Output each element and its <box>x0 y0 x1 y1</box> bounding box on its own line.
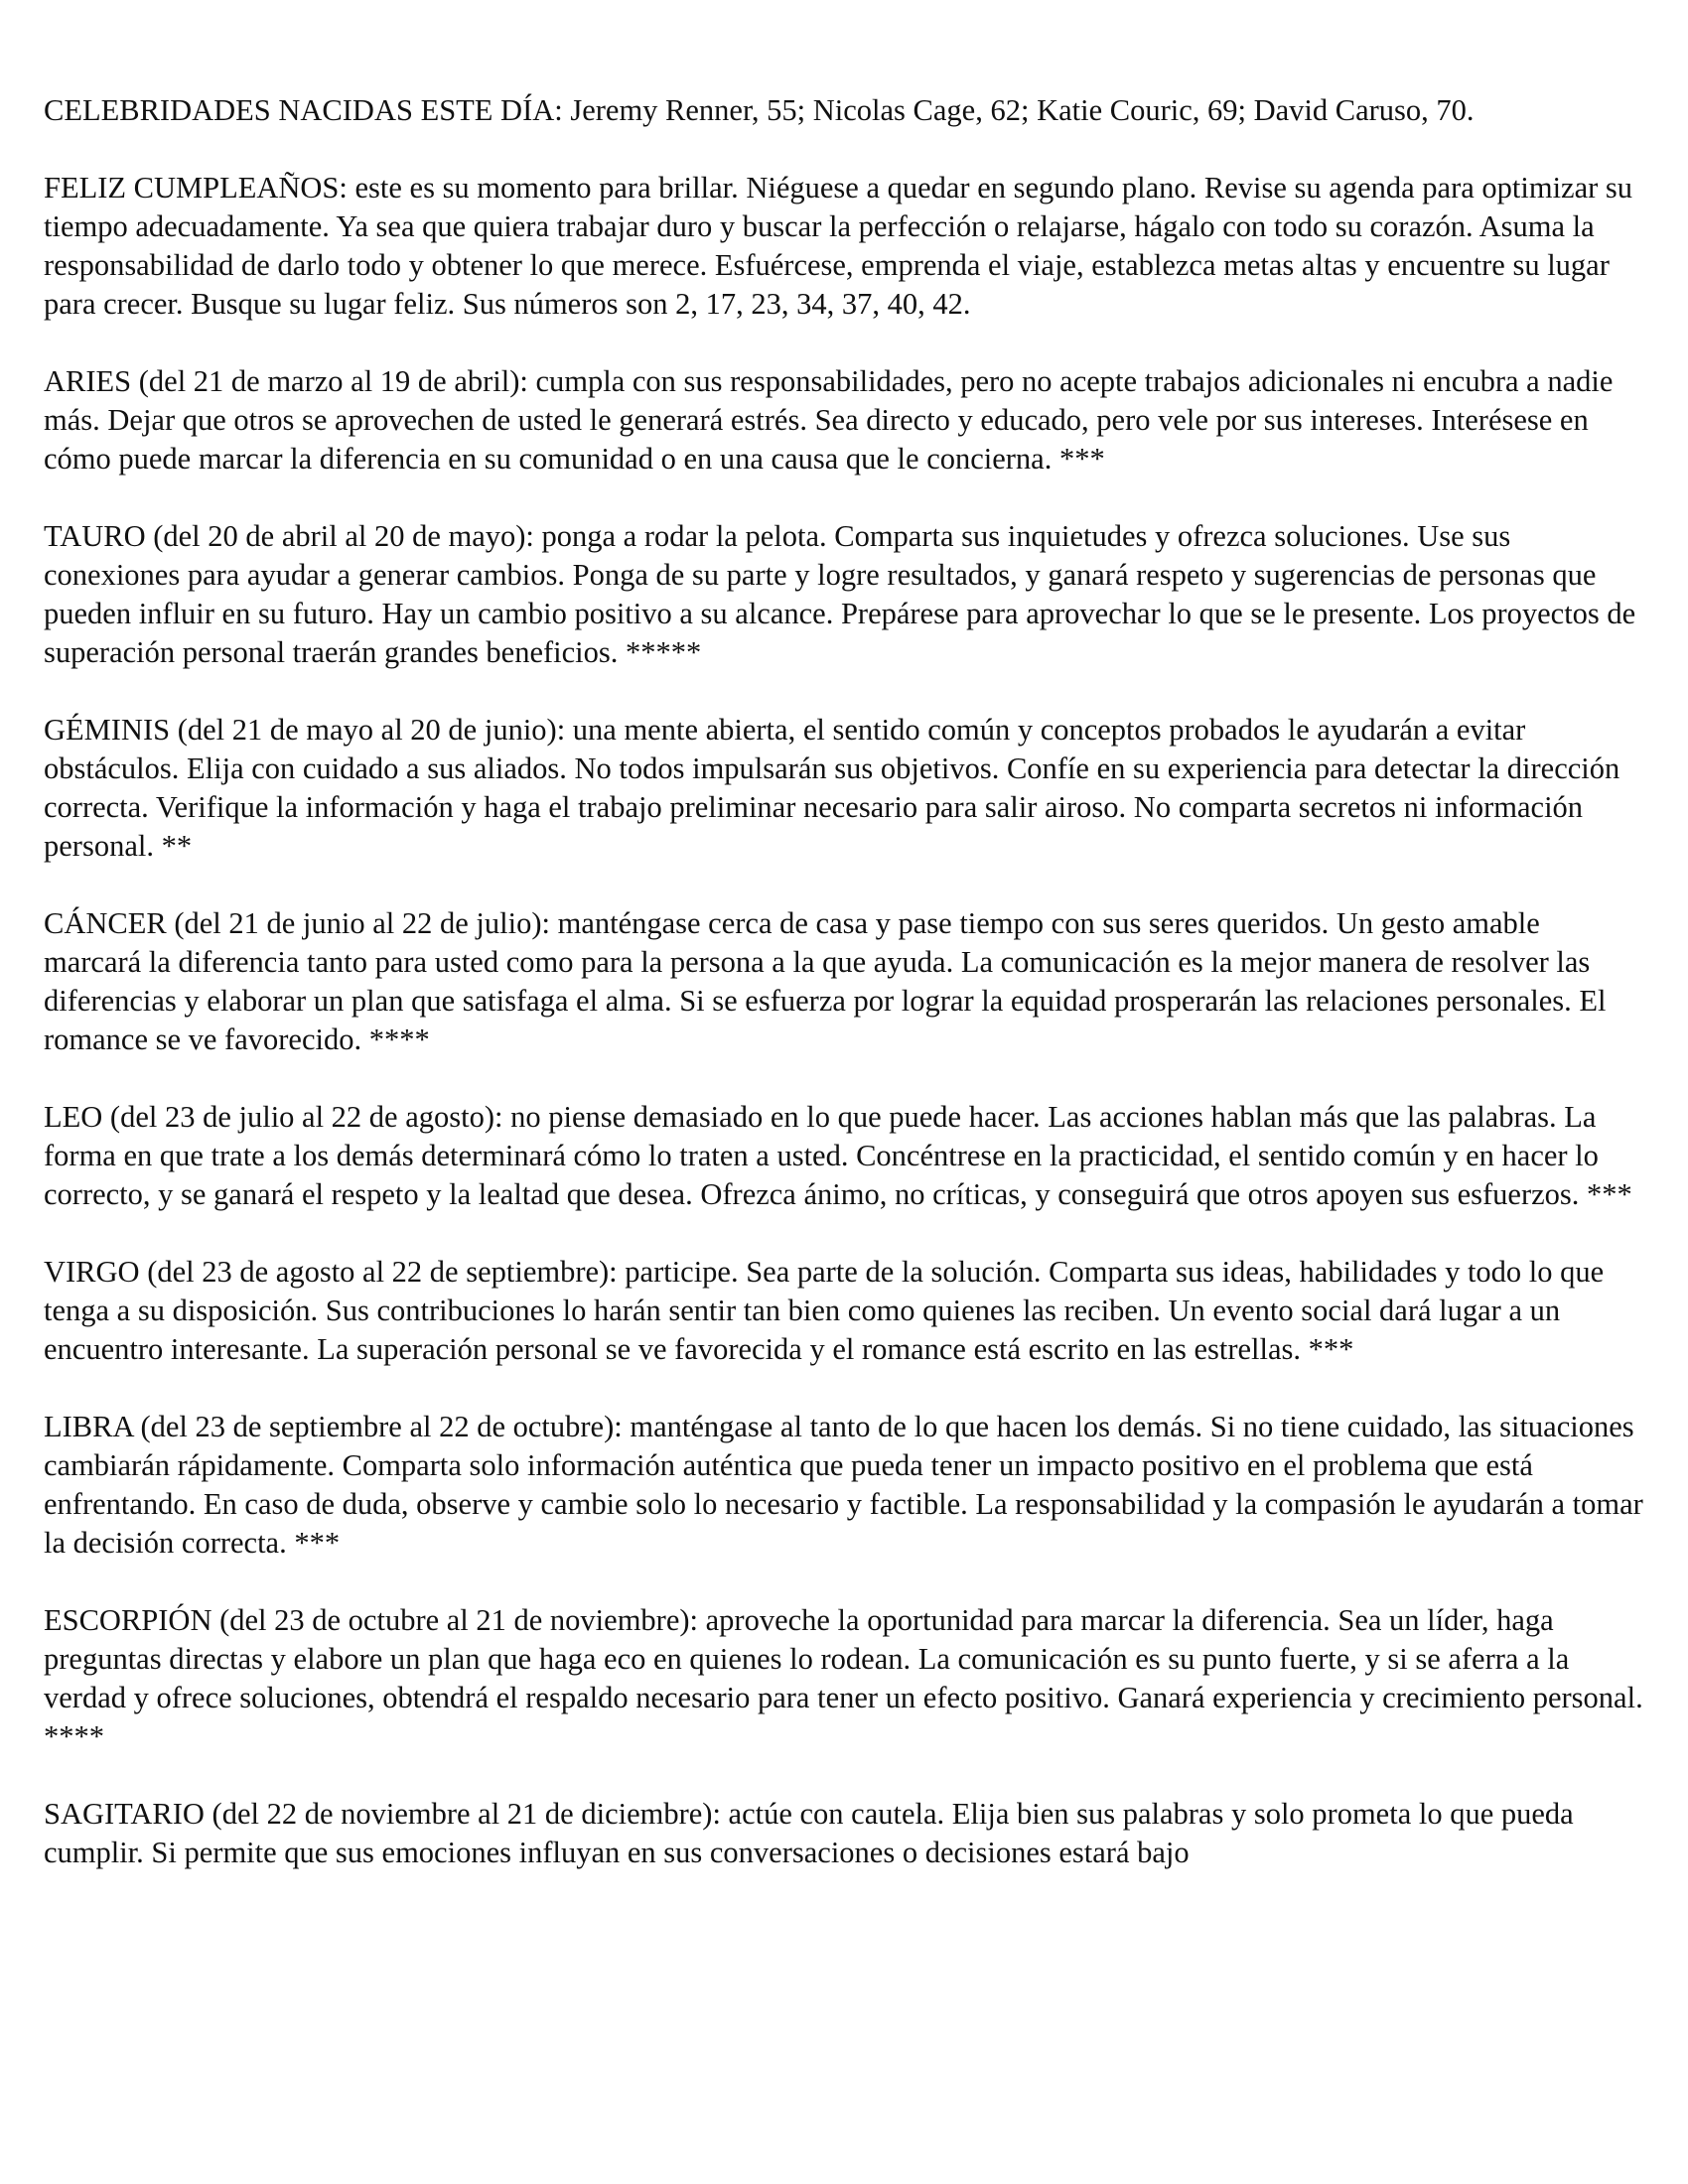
virgo-paragraph: VIRGO (del 23 de agosto al 22 de septiembre): participe. Sea parte de la solución. Comparta sus ideas, habilidades y todo lo que tenga a su disposición. Sus contribuciones lo harán sentir tan bien como quienes las reciben. Un evento social dará lugar a un encuentro interesante. La superación personal se ve favorecida y el romance está escrito en las estrellas. *** <box>44 1255 1605 1366</box>
libra-paragraph: LIBRA (del 23 de septiembre al 22 de octubre): manténgase al tanto de lo que hacen los demás. Si no tiene cuidado, las situaciones cambiarán rápidamente. Comparta solo información auténtica que pueda tener un impacto positivo en el problema que está enfrentando. En caso de duda, observe y cambie solo lo necesario y factible. La responsabilidad y la compasión le ayudarán a tomar la decisión correcta. *** <box>44 1410 1643 1560</box>
gemini-paragraph: GÉMINIS (del 21 de mayo al 20 de junio): una mente abierta, el sentido común y conceptos probados le ayudarán a evitar obstáculos. Elija con cuidado a sus aliados. No todos impulsarán sus objetivos. Confíe en su experiencia para detectar la dirección correcta. Verifique la información y haga el trabajo preliminar necesario para salir airoso. No comparta secretos ni información personal. ** <box>44 713 1620 863</box>
celebrities-paragraph: CELEBRIDADES NACIDAS ESTE DÍA: Jeremy Renner, 55; Nicolas Cage, 62; Katie Couric, 69; David Caruso, 70. <box>44 93 1475 127</box>
cancer-paragraph: CÁNCER (del 21 de junio al 22 de julio): manténgase cerca de casa y pase tiempo con sus seres queridos. Un gesto amable marcará la diferencia tanto para usted como para la persona a la que ayuda. La comunicación es la mejor manera de resolver las diferencias y elaborar un plan que satisfaga el alma. Si se esfuerza por lograr la equidad prosperarán las relaciones personales. El romance se ve favorecido. **** <box>44 906 1607 1056</box>
leo-paragraph: LEO (del 23 de julio al 22 de agosto): no piense demasiado en lo que puede hacer. Las acciones hablan más que las palabras. La forma en que trate a los demás determinará cómo lo traten a usted. Concéntrese en la practicidad, el sentido común y en hacer lo correcto, y se ganará el respeto y la lealtad que desea. Ofrezca ánimo, no críticas, y conseguirá que otros apoyen sus esfuerzos. *** <box>44 1100 1632 1211</box>
birthday-paragraph: FELIZ CUMPLEAÑOS: este es su momento para brillar. Niéguese a quedar en segundo plano. Revise su agenda para optimizar su tiempo adecuadamente. Ya sea que quiera trabajar duro y buscar la perfección o relajarse, hágalo con todo su corazón. Asuma la responsabilidad de darlo todo y obtener lo que merece. Esfuércese, emprenda el viaje, establezca metas altas y encuentre su lugar para crecer. Busque su lugar feliz. Sus números son 2, 17, 23, 34, 37, 40, 42. <box>44 171 1633 321</box>
taurus-paragraph: TAURO (del 20 de abril al 20 de mayo): ponga a rodar la pelota. Comparta sus inquietudes y ofrezca soluciones. Use sus conexiones para ayudar a generar cambios. Ponga de su parte y logre resultados, y ganará respeto y sugerencias de personas que pueden influir en su futuro. Hay un cambio positivo a su alcance. Prepárese para aprovechar lo que se le presente. Los proyectos de superación personal traerán grandes beneficios. ***** <box>44 519 1636 669</box>
scorpio-paragraph: ESCORPIÓN (del 23 de octubre al 21 de noviembre): aproveche la oportunidad para marcar la diferencia. Sea un líder, haga preguntas directas y elabore un plan que haga eco en quienes lo rodean. La comunicación es su punto fuerte, y si se aferra a la verdad y ofrece soluciones, obtendrá el respaldo necesario para tener un efecto positivo. Ganará experiencia y crecimiento personal. **** <box>44 1603 1643 1753</box>
document-page <box>44 91 1644 1911</box>
sagittarius-paragraph: SAGITARIO (del 22 de noviembre al 21 de diciembre): actúe con cautela. Elija bien sus palabras y solo prometa lo que pueda cumplir. Si permite que sus emociones influyan en sus conversaciones o decisiones estará bajo <box>44 1797 1574 1869</box>
aries-paragraph: ARIES (del 21 de marzo al 19 de abril): cumpla con sus responsabilidades, pero no acepte trabajos adicionales ni encubra a nadie más. Dejar que otros se aprovechen de usted le generará estrés. Sea directo y educado, pero vele por sus intereses. Interésese en cómo puede marcar la diferencia en su comunidad o en una causa que le concierna. *** <box>44 364 1614 476</box>
